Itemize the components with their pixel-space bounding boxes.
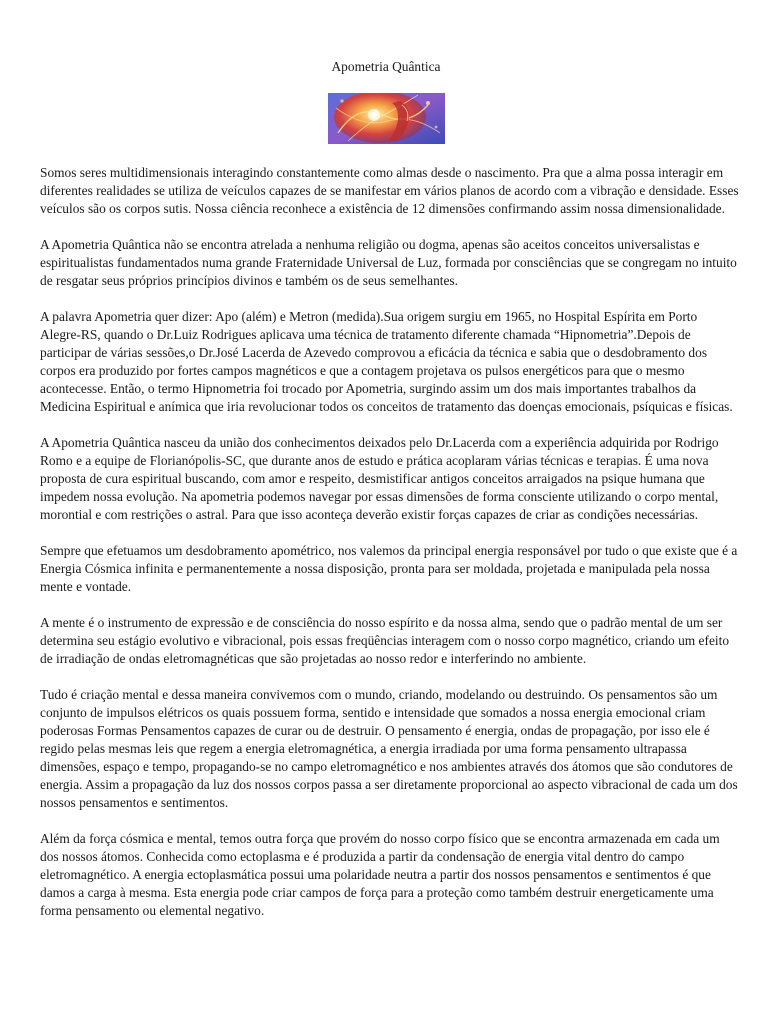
paragraph-6: A mente é o instrumento de expressão e de consciência do nosso espírito e da nossa alma, sendo que o padrão mental de um ser determina seu estágio evolutivo e vibracional, pois essas freqüências interagem com o nosso corpo magnético, criando um efeito de irradiação de ondas eletromagnéticas que são projetadas ao nosso redor e interferindo no ambiente. <box>40 615 730 666</box>
paragraph-7: Tudo é criação mental e dessa maneira convivemos com o mundo, criando, modelando ou destruindo. Os pensamentos são um conjunto de impulsos elétricos os quais possuem forma, sentido e intensidade que somados a nossa energia emocional criam poderosas Formas Pensamentos capazes de curar ou de destruir. O pensamento é energia, ondas de propagação, por isso ele é regido pelas mesmas leis que regem a energia eletromagnética, a energia irradiada por uma forma pensamento ultrapassa dimensões, espaço e tempo, propagando-se no campo eletromagnético e nos ambientes através dos átomos que são condutores de energia. Assim a propagação da luz dos nossos corpos passa a ser diretamente proporcional ao aspecto vibracional de cada um dos nossos pensamentos e sentimentos. <box>40 687 738 810</box>
paragraph-2: A Apometria Quântica não se encontra atrelada a nenhuma religião ou dogma, apenas são aceitos conceitos universalistas e espiritualistas fundamentados numa grande Fraternidade Universal de Luz, formada por consciências que se congregam no intuito de resgatar seus próprios princípios divinos e também os de seus semelhantes. <box>40 237 737 288</box>
paragraph-1: Somos seres multidimensionais interagindo constantemente como almas desde o nascimento. Pra que a alma possa interagir em diferentes realidades se utiliza de veículos capazes de se manifestar em vários planos de acordo com a vibração e densidade. Esses veículos são os corpos sutis. Nossa ciência reconhece a existência de 12 dimensões confirmando assim nossa dimensionalidade. <box>40 165 739 216</box>
spiritual-energy-illustration <box>328 93 445 144</box>
document-title: Apometria Quântica <box>331 59 441 74</box>
paragraph-3: A palavra Apometria quer dizer: Apo (além) e Metron (medida).Sua origem surgiu em 1965, no Hospital Espírita em Porto Alegre-RS, quando o Dr.Luiz Rodrigues aplicava uma técnica de tratamento diferente chamada “Hipnometria”.Depois de participar de várias sessões,o Dr.José Lacerda de Azevedo comprovou a eficácia da técnica e sabia que o desdobramento dos corpos era produzido por fortes campos magnéticos e que a contagem projetava os pulsos energéticos para que o mesmo acontecesse. Então, o termo Hipnometria foi trocado por Apometria, surgindo assim um dos mais importantes trabalhos da Medicina Espiritual e anímica que iria revolucionar todos os conceitos de tratamento das doenças emocionais, psíquicas e físicas. <box>40 309 733 414</box>
paragraph-8: Além da força cósmica e mental, temos outra força que provém do nosso corpo físico que se encontra armazenada em cada um dos nossos átomos. Conhecida como ectoplasma e é produzida a partir da condensação de energia vital dentro do campo eletromagnético. A energia ectoplasmática possui uma polaridade neutra a partir dos nossos pensamentos e sentimentos é que damos a carga à mesma. Esta energia pode criar campos de força para a proteção como também destruir energeticamente uma forma pensamento ou elemental negativo. <box>40 831 720 918</box>
paragraph-5: Sempre que efetuamos um desdobramento apométrico, nos valemos da principal energia responsável por tudo o que existe que é a Energia Cósmica infinita e permanentemente a nossa disposição, pronta para ser moldada, projetada e manipulada pela nossa mente e vontade. <box>40 543 738 594</box>
paragraph-4: A Apometria Quântica nasceu da união dos conhecimentos deixados pelo Dr.Lacerda com a experiência adquirida por Rodrigo Romo e a equipe de Florianópolis-SC, que durante anos de estudo e prática acoplaram várias técnicas e terapias. É uma nova proposta de cura espiritual buscando, com amor e respeito, desmistificar antigos conceitos arraigados na psique humana que impedem nossa evolução. Na apometria podemos navegar por essas dimensões de forma consciente utilizando o corpo mental, morontial e com restrições o astral. Para que isso aconteça deverão existir forças capazes de criar as condições necessárias. <box>40 435 719 522</box>
article-body <box>40 164 740 938</box>
